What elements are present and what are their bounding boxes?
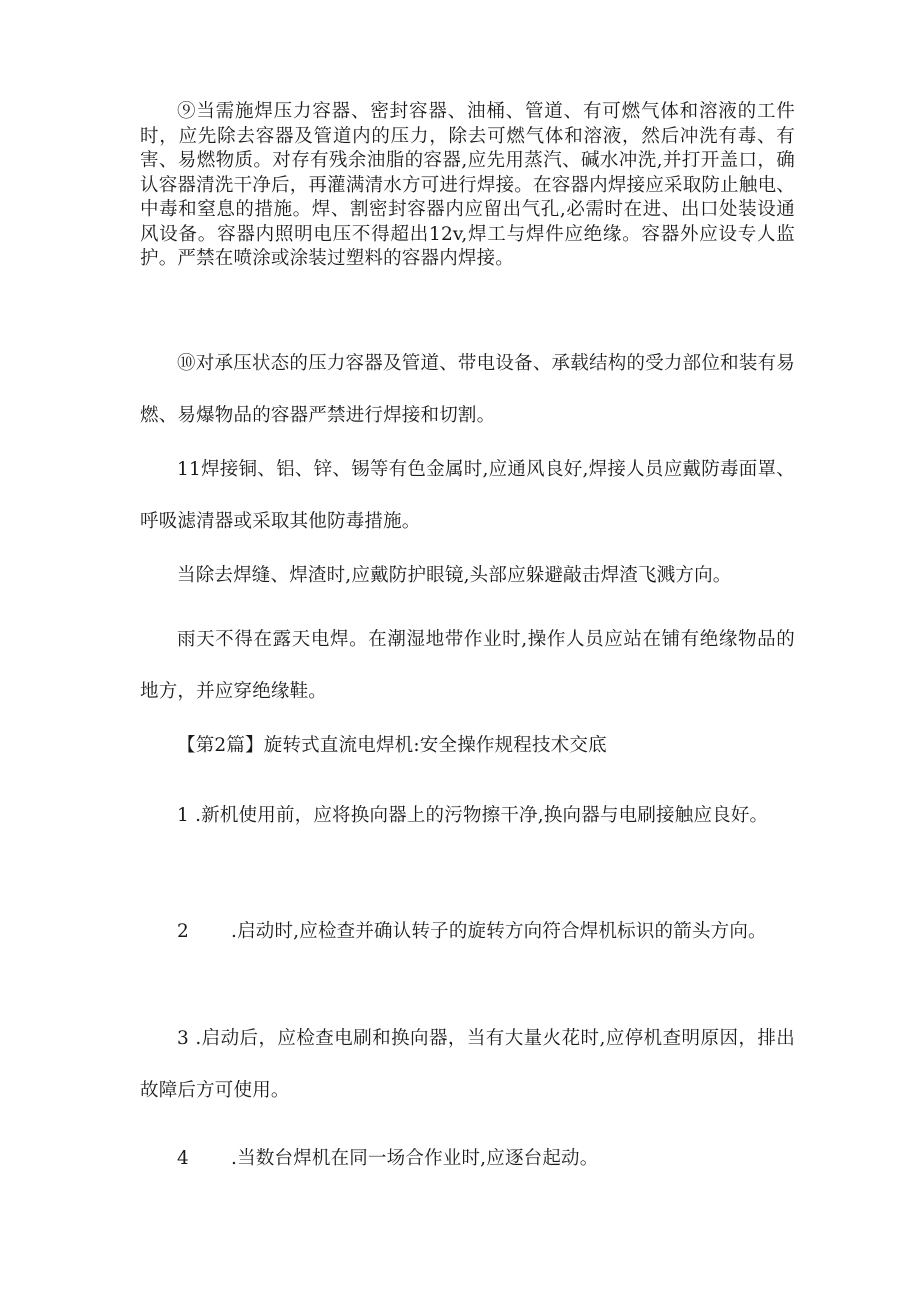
paragraph-goggles: 当除去焊缝、焊渣时,应戴防护眼镜,头部应躲避敲击焊渣飞溅方向。: [177, 565, 732, 586]
list-item-1: [140, 790, 795, 842]
item-number: 4: [177, 1148, 189, 1169]
paragraph-item-10: ⑩对承压状态的压力容器及管道、带电设备、承载结构的受力部位和装有易燃、易爆物品的容器严禁进行焊接和切割。: [140, 353, 795, 426]
item-text: .当数台焊机在同一场合作业时,应逐台起动。: [230, 1148, 599, 1169]
item-number: 2: [177, 921, 189, 942]
item-text: .新机使用前，应将换向器上的污物擦干净,换向器与电刷接触应良好。: [195, 805, 769, 826]
section-heading: 【第2篇】旋转式直流电焊机:安全操作规程技术交底: [177, 735, 607, 756]
item-number: 1: [177, 805, 189, 826]
item-text: .启动后，应检查电刷和换向器，当有大量火花时,应停机查明原因，排出故障后方可使用。: [140, 1028, 795, 1101]
paragraph-item-11: 11焊接铜、铝、锌、锡等有色金属时,应通风良好,焊接人员应戴防毒面罩、呼吸滤清器或采取其他防毒措施。: [140, 459, 795, 532]
list-item-4: [140, 1133, 795, 1185]
list-item-2: [140, 906, 795, 958]
item-number: 3: [177, 1028, 189, 1049]
item-text: .启动时,应检查并确认转子的旋转方向符合焊机标识的箭头方向。: [230, 921, 767, 942]
list-item-3: [140, 1013, 795, 1117]
paragraph-item-9: ⑨当需施焊压力容器、密封容器、油桶、管道、有可燃气体和溶液的工件时，应先除去容器及管道内的压力，除去可燃气体和溶液，然后冲洗有毒、有害、易燃物质。对存有残余油脂的容器,应先用蒸汽、碱水冲洗,并打开盖口，确认容器清洗干净后，再灌满清水方可进行焊接。在容器内焊接应采取防止触电、中毒和窒息的措施。焊、割密封容器内应留出气孔,必需时在进、出口处装设通风设备。容器内照明电压不得超出12v,焊工与焊件应绝缘。容器外应设专人监护。严禁在喷涂或涂装过塑料的容器内焊接。: [140, 101, 795, 269]
paragraph-rain: 雨天不得在露天电焊。在潮湿地带作业时,操作人员应站在铺有绝缘物品的地方，并应穿绝缘鞋。: [140, 629, 795, 702]
